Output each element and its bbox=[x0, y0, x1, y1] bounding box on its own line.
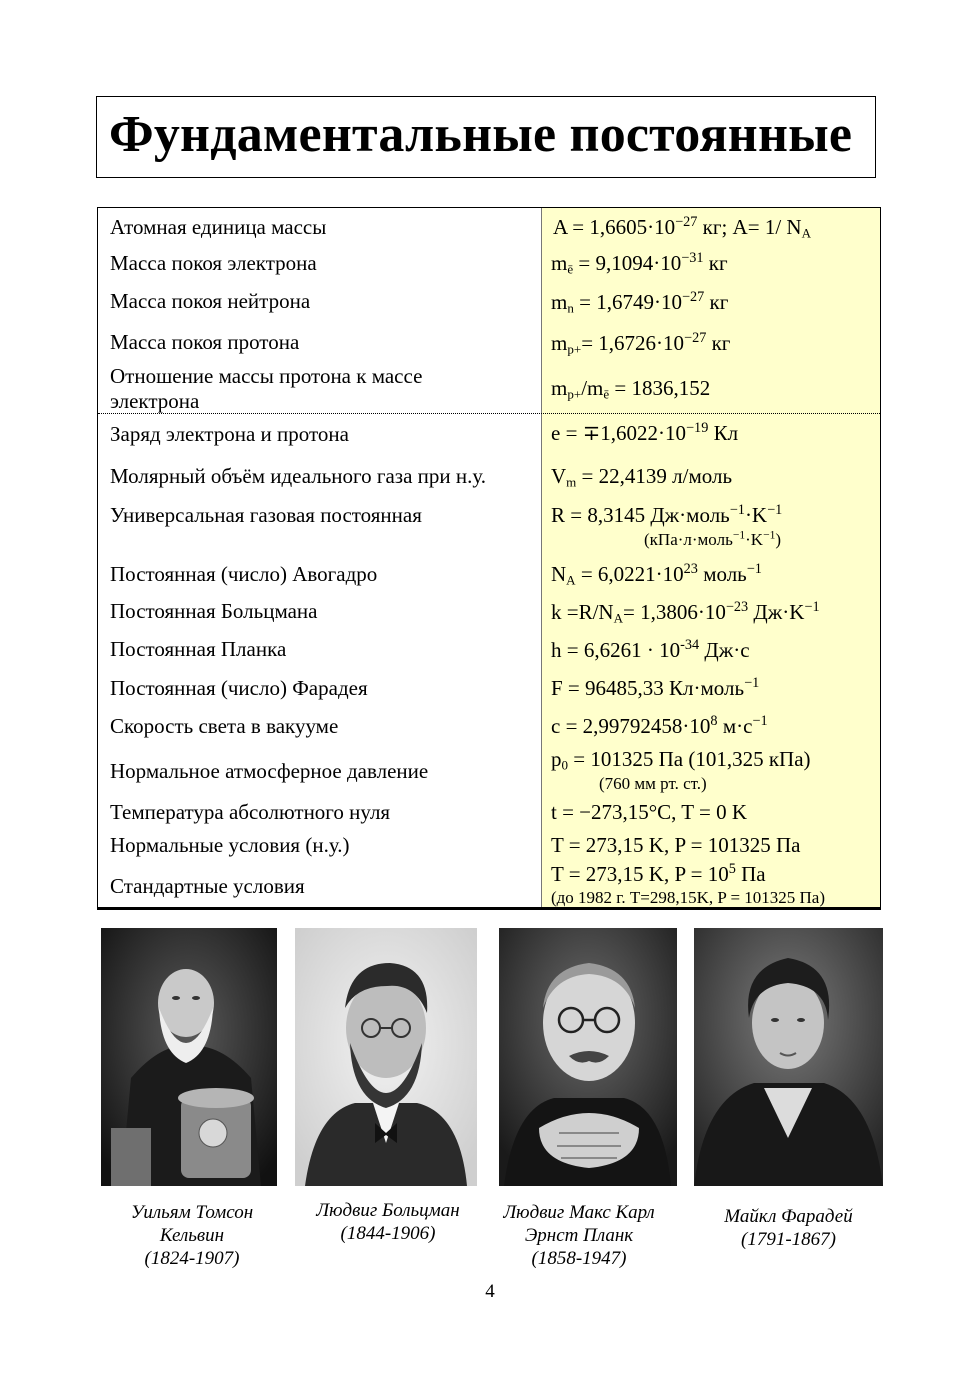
constant-value: T = 273,15 K, P = 101325 Па bbox=[551, 833, 801, 857]
portrait-caption: Людвиг Макс Карл Эрнст Планк (1858-1947) bbox=[503, 1202, 655, 1269]
constant-name: Стандартные условия bbox=[110, 874, 305, 898]
constant-name: Масса покоя электрона bbox=[110, 251, 317, 275]
constant-value: $V_m = 22,4139$ л/моль bbox=[551, 464, 733, 490]
portrait-caption: Людвиг Больцман (1844-1906) bbox=[316, 1200, 460, 1244]
constant-name: Молярный объём идеального газа при н.у. bbox=[110, 464, 487, 488]
constant-value: $A = 1,6605\cdot 10^{-27}$ кг; A= 1/ $N_A$ bbox=[553, 214, 811, 241]
constant-name: Нормальное атмосферное давление bbox=[110, 759, 429, 783]
constant-name: Нормальные условия (н.у.) bbox=[110, 833, 350, 857]
constant-value: $k =R/N_A= 1,3806\cdot 10^{-23}$ $Дж\cdot K^{-1}$ bbox=[551, 599, 820, 626]
constant-name: Масса покоя нейтрона bbox=[110, 289, 311, 313]
constant-name: Универсальная газовая постоянная bbox=[110, 503, 422, 527]
constant-name: Скорость света в вакууме bbox=[110, 714, 339, 738]
constant-value: $m_{p+}= 1,6726\cdot 10^{-27}$ кг bbox=[551, 330, 731, 357]
constant-value-note: (до 1982 г. T=298,15K, P = 101325 Па) bbox=[551, 888, 826, 907]
constant-name-continued: электрона bbox=[110, 389, 200, 413]
constant-value: F = 96485,33 Кл·моль$^{-1}$ bbox=[551, 675, 760, 700]
portrait-boltzmann-image bbox=[295, 928, 477, 1186]
constant-name: Постоянная (число) Фарадея bbox=[110, 676, 368, 700]
portrait-caption: Уильям Томсон Кельвин (1824-1907) bbox=[130, 1202, 254, 1269]
constant-name: Постоянная (число) Авогадро bbox=[110, 562, 378, 586]
constant-value: t = −273,15°C, T = 0 K bbox=[551, 800, 748, 824]
constant-name: Отношение массы протона к массе bbox=[110, 364, 423, 388]
portrait-faraday bbox=[694, 928, 883, 1186]
constant-value: T = 273,15 K, $P = 10^5$ Па bbox=[551, 861, 766, 886]
constant-name: Заряд электрона и протона bbox=[110, 422, 349, 446]
portrait-planck-image bbox=[499, 928, 677, 1186]
portrait-kelvin-image bbox=[101, 928, 277, 1186]
constant-name: Атомная единица массы bbox=[110, 215, 327, 239]
constant-value: $h = 6,6261 \cdot 10^{-34}$ Дж·с bbox=[551, 637, 750, 662]
constant-value: $m_ē = 9,1094\cdot 10^{-31}$ кг bbox=[551, 250, 728, 277]
constant-value: $c = 2,99792458\cdot 10^8$ $м\cdot с^{-1}$ bbox=[551, 713, 768, 738]
constant-value: $m_{p+}/m_ē = 1836,152$ bbox=[551, 376, 711, 402]
constant-value: $e = \mp 1,6022\cdot 10^{-19}$ Кл bbox=[551, 420, 739, 445]
portrait-boltzmann bbox=[295, 928, 477, 1186]
constants-table bbox=[97, 207, 881, 910]
constant-value-note: (760 мм рт. ст.) bbox=[599, 774, 707, 793]
constant-value: $m_n = 1,6749\cdot 10^{-27}$ кг bbox=[551, 289, 729, 316]
constant-value: $p_0 = 101325$ Па (101,325 кПа) bbox=[551, 747, 811, 773]
constant-name: Температура абсолютного нуля bbox=[110, 800, 391, 824]
constant-value-note: $(кПа\cdot л\cdot моль^{-1}\cdot K^{-1})$ bbox=[644, 528, 782, 549]
portrait-caption: Майкл Фарадей (1791-1867) bbox=[724, 1206, 853, 1250]
title-box bbox=[96, 96, 876, 178]
portrait-kelvin bbox=[101, 928, 277, 1186]
constant-value: $N_A = 6,0221\cdot 10^{23}$ моль$^{-1}$ bbox=[551, 561, 762, 588]
constant-name: Масса покоя протона bbox=[110, 330, 300, 354]
page-title: Фундаментальные постоянные bbox=[109, 106, 853, 163]
constant-value: R = 8,3145 $Дж\cdot моль^{-1}\cdot K^{-1}$ bbox=[551, 502, 783, 527]
portrait-planck bbox=[499, 928, 677, 1186]
portrait-faraday-image bbox=[694, 928, 883, 1186]
constant-name: Постоянная Больцмана bbox=[110, 599, 318, 623]
dotted-separator bbox=[98, 413, 880, 414]
constant-name: Постоянная Планка bbox=[110, 637, 287, 661]
page-number: 4 bbox=[485, 1281, 495, 1302]
